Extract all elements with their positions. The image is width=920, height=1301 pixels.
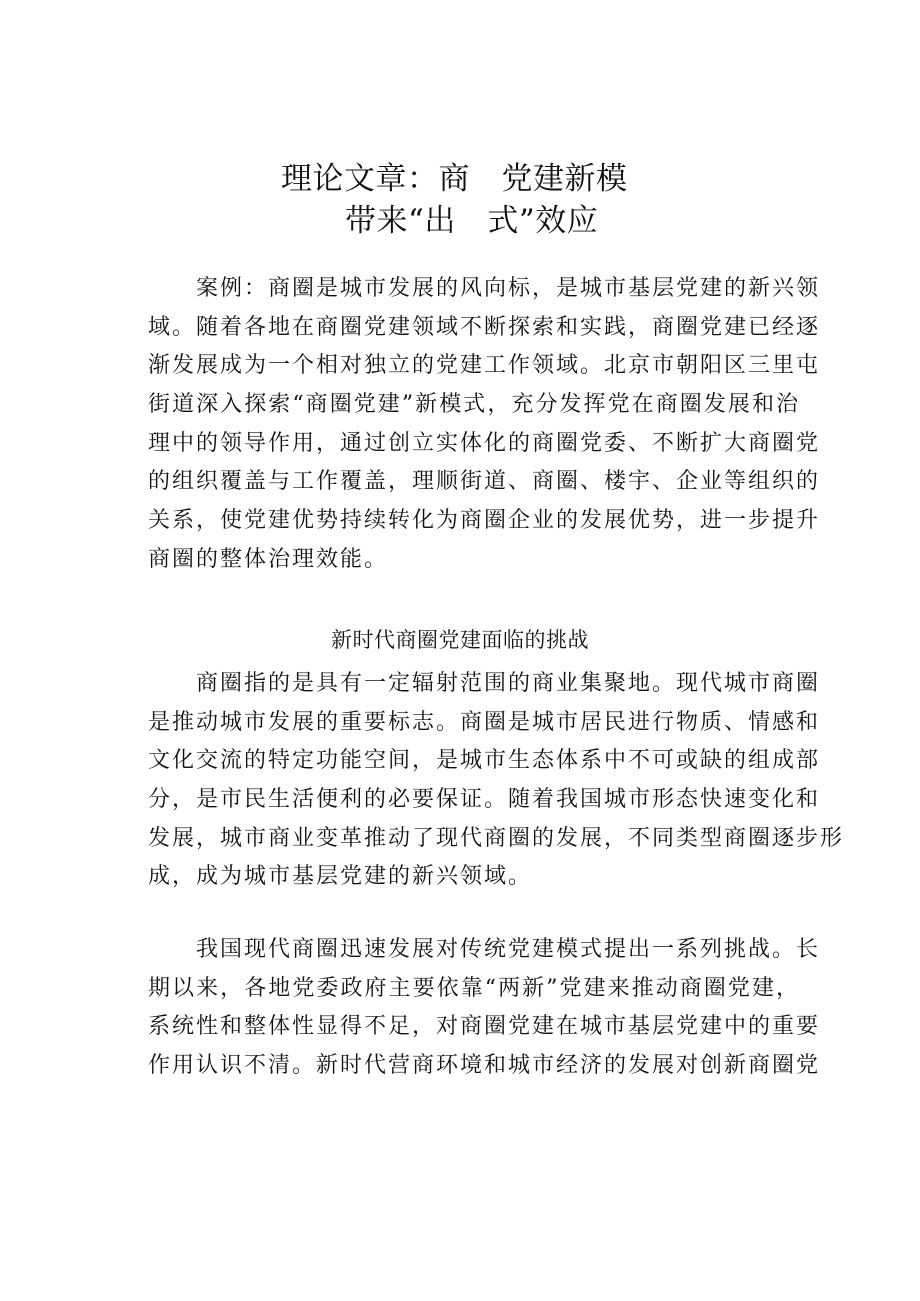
body-paragraph-2 [148, 931, 821, 1086]
text-line: 案例：商圈是城市发展的风向标，是城市基层党建的新兴领 [196, 276, 821, 301]
text-line: 分，是市民生活便利的必要保证。随着我国城市形态快速变化和 [148, 787, 821, 813]
text-line: 系统性和整体性显得不足，对商圈党建在城市基层党建中的重要 [148, 1014, 821, 1040]
text-line: 的组织覆盖与工作覆盖，理顺街道、商圈、楼宇、企业等组织的 [148, 469, 821, 495]
text-line: 商圈的整体治理效能。 [148, 546, 389, 572]
case-paragraph [148, 270, 821, 580]
text-line: 文化交流的特定功能空间，是城市生态体系中不可或缺的组成部 [148, 748, 821, 774]
text-line: 街道深入探索“商圈党建”新模式，充分发挥党在商圈发展和治 [148, 392, 800, 418]
article-title-line-1: 理论文章：商 党建新模 [281, 161, 628, 197]
text-line: 发展，城市商业变革推动了现代商圈的发展，不同类型商圈逐步形 [148, 825, 845, 851]
text-line: 理中的领导作用，通过创立实体化的商圈党委、不断扩大商圈党 [148, 430, 821, 456]
article-title-line-2: 带来“出 式”效应 [345, 203, 599, 239]
text-line: 关系，使党建优势持续转化为商圈企业的发展优势，进一步提升 [148, 508, 821, 534]
text-line: 渐发展成为一个相对独立的党建工作领域。北京市朝阳区三里屯 [148, 353, 821, 379]
section-heading: 新时代商圈党建面临的挑战 [331, 628, 589, 652]
text-line: 商圈指的是具有一定辐射范围的商业集聚地。现代城市商圈 [196, 671, 821, 696]
text-line: 期以来，各地党委政府主要依靠“两新”党建来推动商圈党建， [148, 975, 800, 1001]
text-line: 作用认识不清。新时代营商环境和城市经济的发展对创新商圈党 [148, 1053, 821, 1079]
text-line: 成，成为城市基层党建的新兴领域。 [148, 864, 533, 890]
body-paragraph-1 [148, 665, 845, 897]
text-line: 是推动城市发展的重要标志。商圈是城市居民进行物质、情感和 [148, 709, 821, 735]
text-line: 域。随着各地在商圈党建领域不断探索和实践，商圈党建已经逐 [148, 314, 821, 340]
text-line: 我国现代商圈迅速发展对传统党建模式提出一系列挑战。长 [196, 937, 821, 962]
